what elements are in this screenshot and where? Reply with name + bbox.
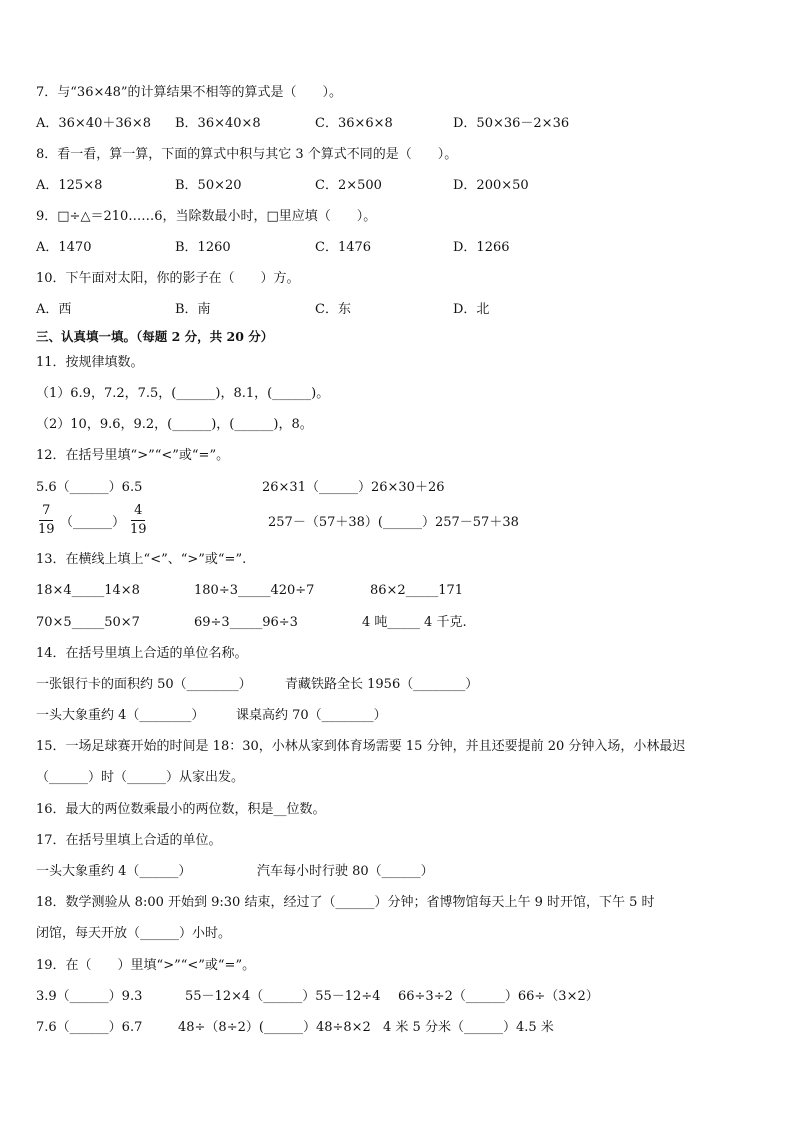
q17-stem: 17．在括号里填上合适的单位。 [36,833,222,848]
q14-item-1[interactable]: 一张银行卡的面积约 50（________） [36,677,252,692]
fraction-bar [131,520,145,521]
q11-line-1[interactable]: （1）6.9，7.2，7.5，(______)，8.1，(______)。 [36,386,330,401]
q12-fraction-blank[interactable]: （______） [60,515,126,530]
q9-stem: 9．□÷△＝210……6，当除数最小时，□里应填（ ）。 [36,209,377,224]
q16-stem[interactable]: 16．最大的两位数乘最小的两位数，积是__位数。 [36,802,326,817]
q19-item-4[interactable]: 7.6（______）6.7 [36,1020,143,1035]
q13-item-4[interactable]: 70×5_____50×7 [36,615,140,630]
q13-item-1[interactable]: 18×4_____14×8 [36,583,140,598]
q17-item-2[interactable]: 汽车每小时行驶 80（______） [257,864,434,879]
q19-item-1[interactable]: 3.9（______）9.3 [36,989,143,1004]
q8-option-b[interactable]: B．50×20 [175,178,242,193]
q7-option-a[interactable]: A．36×40＋36×8 [36,116,152,131]
q9-option-a[interactable]: A．1470 [36,240,92,255]
q19-item-6[interactable]: 4 米 5 分米（______）4.5 米 [383,1020,554,1035]
q12-compare-c[interactable]: 257－（57＋38）(______）257－57＋38 [268,515,519,530]
q11-line-2[interactable]: （2）10，9.6，9.2，(______)，(______)，8。 [36,417,313,432]
q10-option-a[interactable]: A．西 [36,302,72,317]
q10-option-b[interactable]: B．南 [175,302,211,317]
q11-stem: 11．按规律填数。 [36,355,144,370]
q8-stem: 8．看一看，算一算，下面的算式中积与其它 3 个算式不同的是（ ）。 [36,147,458,162]
q7-option-d[interactable]: D．50×36－2×36 [453,116,570,131]
q8-option-c[interactable]: C．2×500 [315,178,382,193]
q12-compare-b[interactable]: 26×31（______）26×30＋26 [262,480,445,495]
q19-item-5[interactable]: 48÷（8÷2）(______）48÷8×2 [178,1020,371,1035]
fraction-denominator: 19 [130,522,147,537]
q13-item-5[interactable]: 69÷3_____96÷3 [194,615,298,630]
q19-item-3[interactable]: 66÷3÷2（______）66÷（3×2） [398,989,599,1004]
q8-option-d[interactable]: D．200×50 [453,178,529,193]
q12-stem: 12．在括号里填“>”“<”或“=”。 [36,448,230,463]
q17-item-1[interactable]: 一头大象重约 4（______） [36,864,192,879]
q7-option-c[interactable]: C．36×6×8 [315,116,393,131]
q7-stem: 7．与“36×48”的计算结果不相等的算式是（ ）。 [36,85,343,100]
q13-stem: 13．在横线上填上“<”、“>”或“=”. [36,552,247,567]
q14-item-2[interactable]: 青藏铁路全长 1956（________） [285,677,479,692]
fraction-denominator: 19 [38,522,55,537]
q13-item-6[interactable]: 4 吨_____ 4 千克. [362,615,467,630]
q7-option-b[interactable]: B．36×40×8 [175,116,261,131]
q12-compare-a[interactable]: 5.6（______）6.5 [36,480,143,495]
q9-option-d[interactable]: D．1266 [453,240,510,255]
q9-option-c[interactable]: C．1476 [315,240,372,255]
q19-stem: 19．在（ ）里填“>”“<”或“=”。 [36,958,256,973]
q18-line-1[interactable]: 18．数学测验从 8:00 开始到 9:30 结束，经过了（______）分钟；省博物馆每天上午 9 时开馆，下午 5 时 [36,895,655,910]
q14-item-3[interactable]: 一头大象重约 4（________） [36,708,205,723]
q12-fraction-right [130,503,147,538]
q14-item-4[interactable]: 课桌高约 70（________） [236,708,387,723]
fraction-bar [39,520,53,521]
q15-line-2[interactable]: （______）时（______）从家出发。 [36,770,245,785]
q18-line-2[interactable]: 闭馆，每天开放（______）小时。 [36,926,232,941]
q10-option-d[interactable]: D．北 [453,302,490,317]
q14-stem: 14．在括号里填上合适的单位名称。 [36,646,248,661]
q13-item-3[interactable]: 86×2_____171 [370,583,464,598]
q10-option-c[interactable]: C．东 [315,302,351,317]
fraction-numerator: 4 [134,503,143,518]
q8-option-a[interactable]: A．125×8 [36,178,103,193]
q19-item-2[interactable]: 55－12×4（______）55－12÷4 [185,989,381,1004]
q15-line-1: 15．一场足球赛开始的时间是 18：30，小林从家到体育场需要 15 分钟，并且还要提前 20 分钟入场，小林最迟 [36,739,686,754]
q12-fraction-left [38,503,55,538]
q10-stem: 10．下午面对太阳，你的影子在（ ）方。 [36,271,300,286]
section-3-heading: 三、认真填一填。（每题 2 分，共 20 分） [36,329,274,344]
q9-option-b[interactable]: B．1260 [175,240,231,255]
q13-item-2[interactable]: 180÷3_____420÷7 [194,583,315,598]
fraction-numerator: 7 [42,503,51,518]
